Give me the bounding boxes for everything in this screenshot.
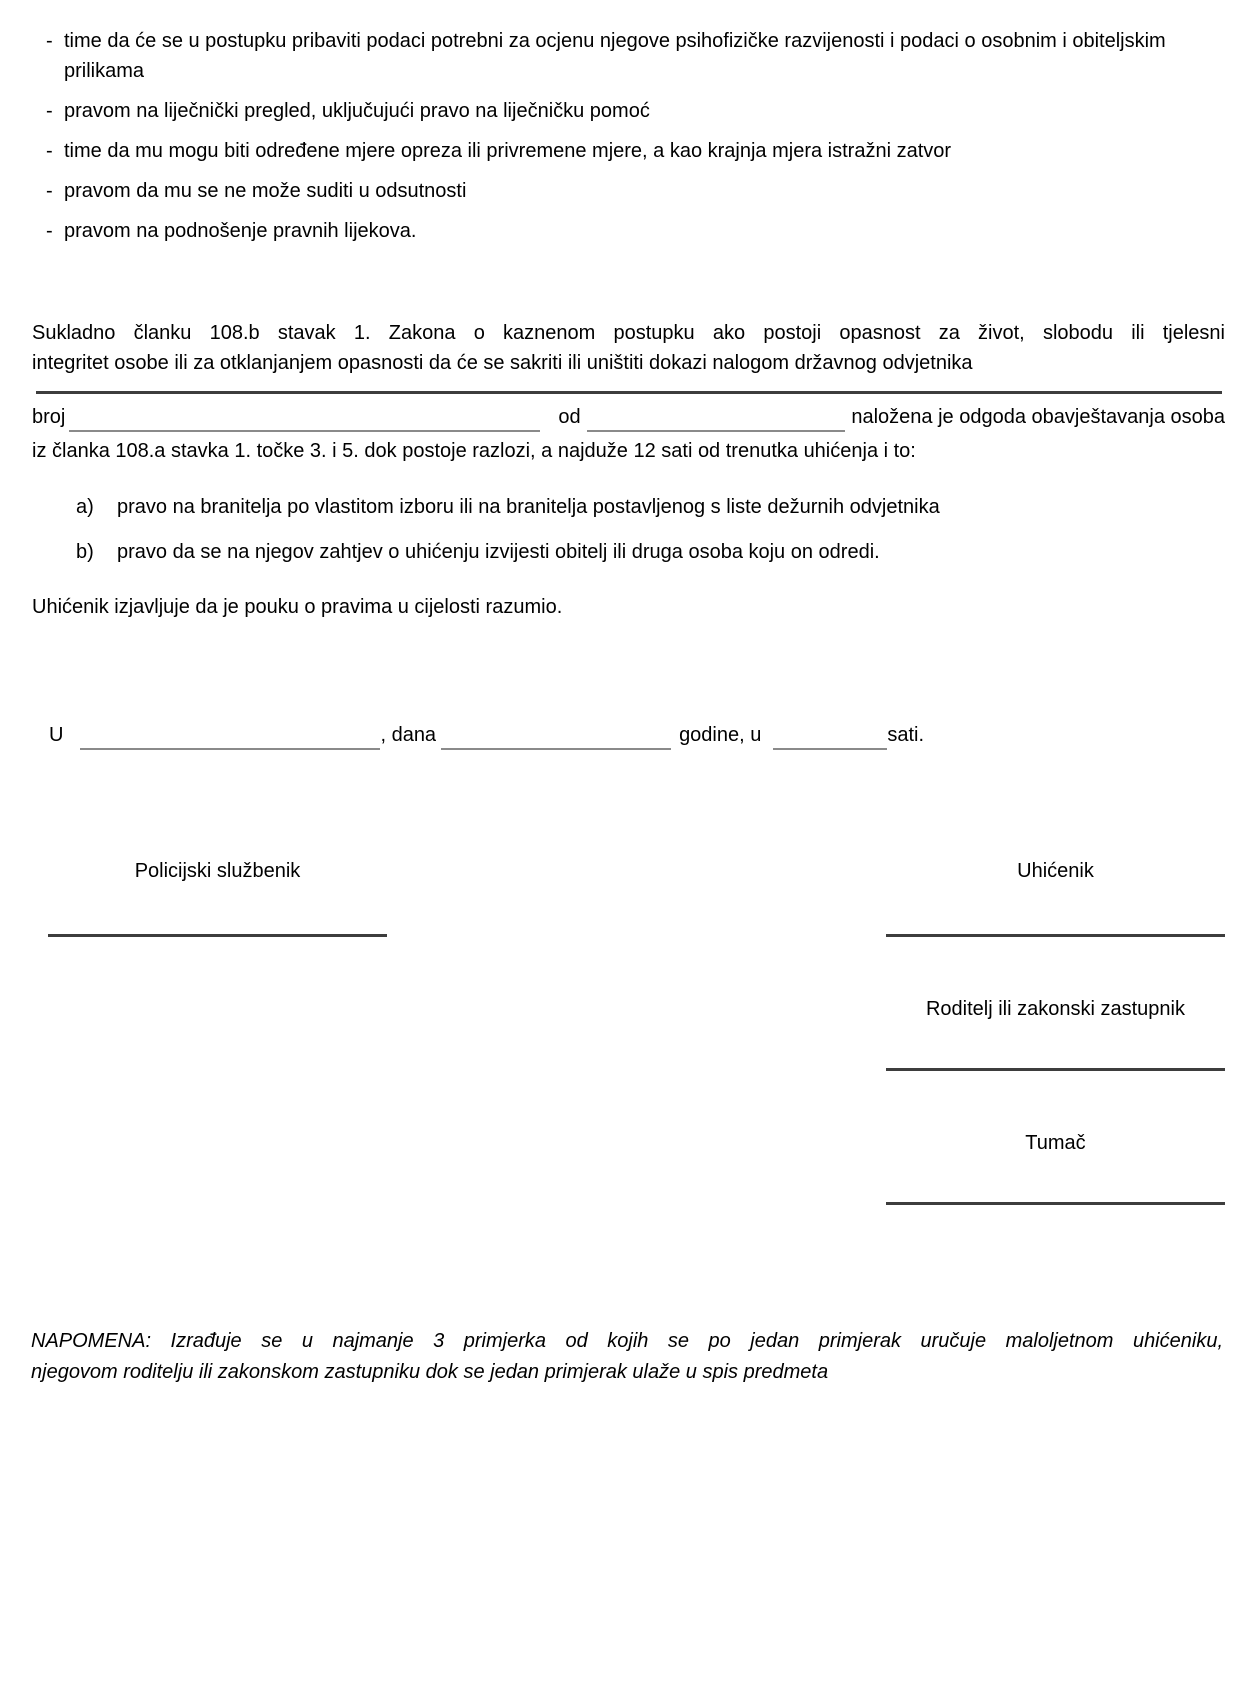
blank-field-date[interactable]	[441, 722, 671, 750]
broj-row-suffix: naložena je odgoda obavještavanja osoba	[851, 406, 1225, 428]
broj-label: broj	[32, 406, 66, 428]
item-a-text: pravo na branitelja po vlastitom izboru ili na branitelja postavljenog s liste dežurnih odvjetnika	[117, 496, 940, 518]
sati-label: sati.	[887, 724, 925, 746]
list-item	[32, 26, 1195, 86]
paragraph-line: integritet osobe ili za otklanjanjem opasnosti da će se sakriti ili uništiti dokazi nalogom državnog odvjetnika	[32, 352, 973, 374]
bullet-dash-icon: -	[46, 100, 53, 122]
signature-line-roditelj-zastupnik[interactable]	[886, 1068, 1225, 1071]
list-item-a	[32, 492, 1225, 522]
label-tumac: Tumač	[1025, 1132, 1086, 1154]
label-roditelj-zastupnik: Roditelj ili zakonski zastupnik	[925, 998, 1185, 1020]
rights-bullet-list	[32, 26, 1195, 256]
blank-field-hour[interactable]	[773, 722, 887, 750]
u-label: U	[49, 724, 64, 746]
list-item	[32, 176, 1195, 206]
paragraph-sukladno	[32, 318, 1225, 378]
statement-paragraph: Uhićenik izjavljuje da je pouku o pravima u cijelosti razumio.	[32, 596, 563, 618]
bullet-text: pravom na podnošenje pravnih lijekova.	[64, 220, 417, 242]
item-b-label: b)	[76, 541, 94, 563]
blank-field-drzavni-odvjetnik[interactable]	[36, 391, 1222, 394]
paragraph-iz-clanka: iz članka 108.a stavka 1. točke 3. i 5. dok postoje razlozi, a najduže 12 sati od trenutka uhićenja i to:	[32, 440, 916, 462]
label-uhicenik: Uhićenik	[1017, 860, 1094, 882]
blank-field-broj[interactable]	[69, 404, 540, 432]
list-item	[32, 216, 1195, 246]
label-policijski-sluzbenik: Policijski službenik	[134, 860, 301, 882]
bullet-dash-icon: -	[46, 180, 53, 202]
note-line: NAPOMENA: Izrađuje se u najmanje 3 primjerka od kojih se po jedan primjerak uručuje maloljetnom uhićeniku,	[31, 1330, 1223, 1352]
signature-line-tumac[interactable]	[886, 1202, 1225, 1205]
bullet-text: time da će se u postupku pribaviti podaci potrebni za ocjenu njegove psihofizičke razvijenosti i podaci o osobnim i obiteljskim prilikama	[64, 30, 1166, 82]
bullet-dash-icon: -	[46, 30, 53, 52]
item-b-text: pravo da se na njegov zahtjev o uhićenju izvijesti obitelj ili druga osoba koju on odredi.	[117, 541, 880, 563]
bullet-text: pravom na liječnički pregled, uključujući pravo na liječničku pomoć	[64, 100, 650, 122]
dana-label: , dana	[380, 724, 437, 746]
blank-field-od-date[interactable]	[587, 404, 846, 432]
signature-line-uhicenik[interactable]	[886, 934, 1225, 937]
list-item-b	[32, 537, 1225, 567]
list-item	[32, 96, 1195, 126]
godine-label: godine, u	[679, 724, 762, 746]
bullet-text: time da mu mogu biti određene mjere opreza ili privremene mjere, a kao krajnja mjera istražni zatvor	[64, 140, 952, 162]
item-a-label: a)	[76, 496, 94, 518]
paragraph-line: Sukladno članku 108.b stavak 1. Zakona o kaznenom postupku ako postoji opasnost za život, slobodu ili tjelesni	[32, 322, 1225, 344]
broj-row	[32, 402, 1225, 432]
signature-line-policijski-sluzbenik[interactable]	[48, 934, 387, 937]
blank-field-city[interactable]	[80, 722, 380, 750]
od-label: od	[558, 406, 581, 428]
bullet-text: pravom da mu se ne može suditi u odsutnosti	[64, 180, 467, 202]
list-item	[32, 136, 1195, 166]
note-line: njegovom roditelju ili zakonskom zastupniku dok se jedan primjerak ulaže u spis predmeta	[31, 1361, 829, 1383]
bullet-dash-icon: -	[46, 140, 53, 162]
napomena-note	[31, 1326, 1223, 1388]
place-date-row	[49, 720, 924, 750]
bullet-dash-icon: -	[46, 220, 53, 242]
